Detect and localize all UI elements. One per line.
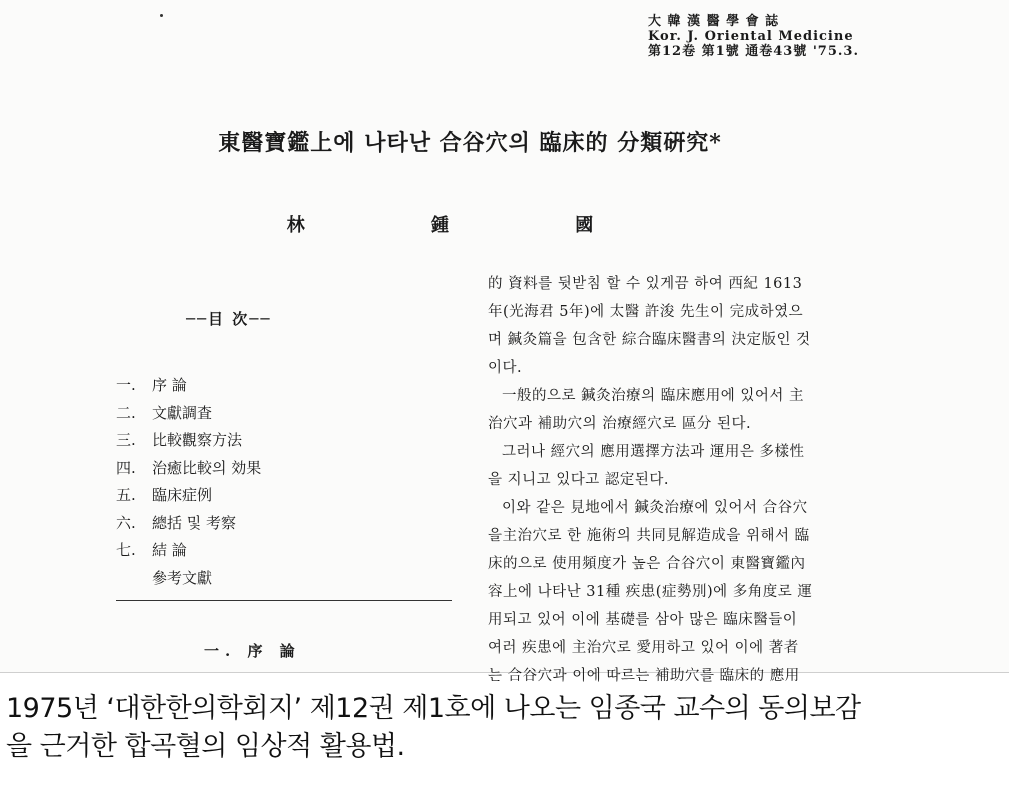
body-line: 年(光海君 5年)에 太醫 許浚 先生이 完成하였으 <box>488 304 804 320</box>
toc-label: 結 論 <box>152 541 187 559</box>
body-line: 을 지니고 있다고 認定된다. <box>488 472 669 488</box>
toc-number: 四. <box>116 458 136 477</box>
toc-item <box>116 537 261 565</box>
journal-masthead <box>648 14 859 59</box>
caption-line-1: 1975년 ‘대한한의학회지’ 제12권 제1호에 나오는 임종국 교수의 동의보감 <box>6 693 861 724</box>
toc-number: 五. <box>116 486 136 504</box>
table-of-contents <box>116 372 261 592</box>
body-line: 的 資料를 뒷받침 할 수 있게끔 하여 西紀 1613 <box>488 276 803 292</box>
journal-line-2: Kor. J. Oriental Medicine <box>648 29 854 44</box>
toc-item <box>116 455 261 483</box>
toc-item <box>116 372 261 400</box>
body-line: 여러 疾患에 主治穴로 愛用하고 있어 이에 著者 <box>488 640 799 656</box>
toc-label: 比較觀察方法 <box>152 431 243 449</box>
body-line: 이와 같은 見地에서 鍼灸治療에 있어서 合谷穴 <box>502 500 808 516</box>
section-heading: 一. 序 論 <box>204 642 301 660</box>
toc-label: 治癒比較의 効果 <box>152 458 262 477</box>
toc-number: 二. <box>116 403 136 422</box>
article-body-column <box>488 270 878 690</box>
body-line: 며 鍼灸篇을 包含한 綜合臨床醫書의 決定版인 것 <box>488 332 811 348</box>
caption-line-2: 을 근거한 합곡혈의 임상적 활용법. <box>6 731 405 762</box>
article-title: 東醫寶鑑上에 나타난 合谷穴의 臨床的 分類硏究* <box>218 130 722 156</box>
body-line: 用되고 있어 이에 基礎를 삼아 많은 臨床醫들이 <box>488 612 798 628</box>
image-caption <box>6 690 1006 766</box>
toc-item <box>116 510 261 538</box>
toc-label: 臨床症例 <box>152 486 213 504</box>
toc-heading: ──目 次── <box>186 310 272 328</box>
journal-line-3: 第12卷 第1號 通卷43號 '75.3. <box>648 44 859 59</box>
body-line: 이다. <box>488 360 523 376</box>
toc-number: 七. <box>116 541 136 559</box>
section-divider <box>116 600 452 601</box>
journal-line-1: 大 韓 漢 醫 學 會 誌 <box>648 14 780 29</box>
body-line: 는 合谷穴과 이에 따르는 補助穴를 臨床的 應用 <box>488 668 800 684</box>
body-line: 床的으로 使用頻度가 높은 合谷穴이 東醫寶鑑內 <box>488 556 806 572</box>
toc-number: 三. <box>116 431 136 449</box>
scan-speck <box>160 14 163 17</box>
toc-item <box>116 482 261 510</box>
toc-item <box>116 427 261 455</box>
body-line: 一般的으로 鍼灸治療의 臨床應用에 있어서 主 <box>502 388 804 404</box>
toc-label: 總括 및 考察 <box>152 513 237 532</box>
toc-number: 六. <box>116 513 136 532</box>
toc-label: 參考文獻 <box>152 568 213 587</box>
toc-item <box>116 400 261 428</box>
body-line: 을主治穴로 한 施術의 共同見解造成을 위해서 臨 <box>488 528 810 544</box>
toc-label: 文獻調査 <box>152 403 213 422</box>
body-line: 容上에 나타난 31種 疾患(症勢別)에 多角度로 運 <box>488 584 813 600</box>
toc-number: 一. <box>116 376 136 394</box>
body-line: 그러나 經穴의 應用選擇方法과 運用은 多樣性 <box>502 444 805 460</box>
article-author: 林 鍾 國 <box>286 215 654 236</box>
toc-item <box>116 565 261 593</box>
toc-label: 序 論 <box>152 376 187 394</box>
body-line: 治穴과 補助穴의 治療經穴로 區分 된다. <box>488 416 752 432</box>
